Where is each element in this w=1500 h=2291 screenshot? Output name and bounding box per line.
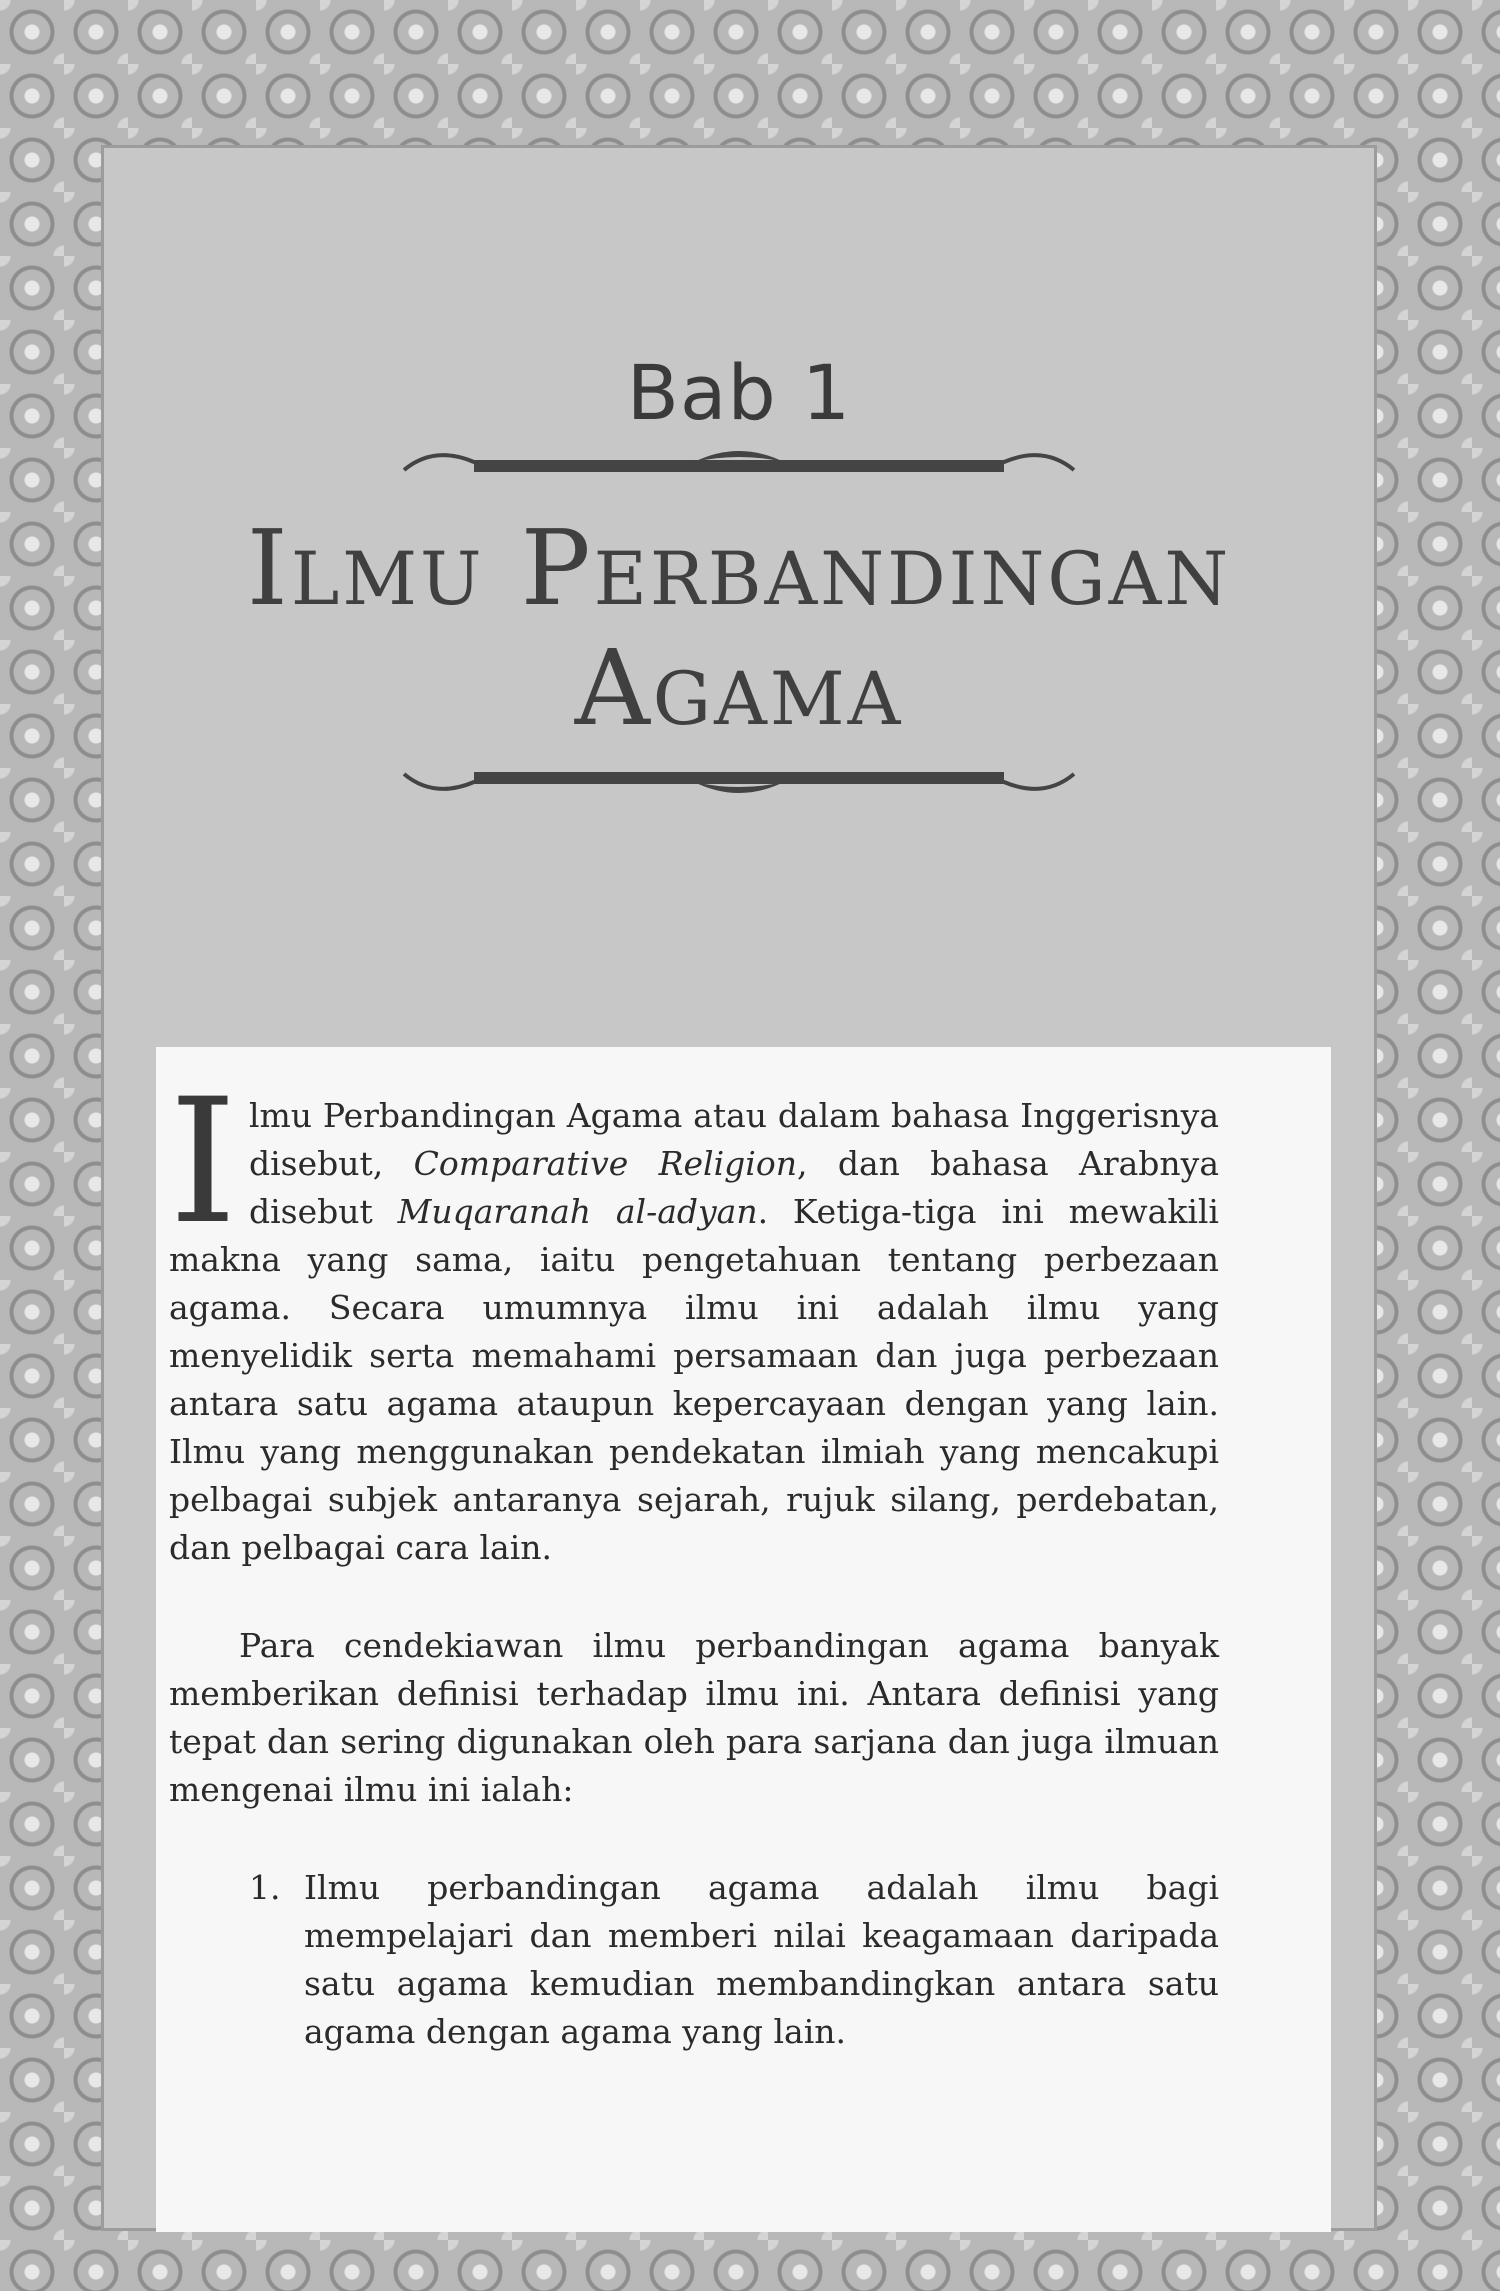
chapter-label: Bab 1 (626, 348, 852, 437)
drop-cap: I (169, 1061, 237, 1262)
content-box (156, 1047, 1331, 2232)
paragraph-1-text-a: lmu Perbandingan Agama atau dalam bahasa Inggerisnya disebut, (248, 1096, 1219, 1183)
body-text (169, 1061, 1219, 2056)
ornament-divider-top (394, 440, 1084, 484)
chapter-title (104, 508, 1374, 748)
list-item-text: Ilmu perbandingan agama adalah ilmu bagi mempelajari dan memberi nilai keagamaan daripada satu agama kemudian membandingkan antara satu agama dengan agama yang lain. (304, 1868, 1219, 2051)
chapter-title-line1: Ilmu Perbandingan (246, 507, 1232, 629)
ornament-divider-bottom (394, 760, 1084, 804)
paragraph-1-text-b: , dan bahasa Arabnya disebut (248, 1144, 1219, 1231)
paragraph-2: Para cendekiawan ilmu perbandingan agama banyak memberikan definisi terhadap ilmu ini. Antara definisi yang tepat dan sering digunakan oleh para sarjana dan juga ilmuan mengenai ilmu ini ialah: (169, 1626, 1219, 1809)
paragraph-1-text-c: . Ketiga-tiga ini mewakili makna yang sama, iaitu pengetahuan tentang perbezaan agama. Secara umumnya ilmu ini adalah ilmu yang menyelidik serta memahami persamaan dan juga perbezaan antara satu agama ataupun kepercayaan dengan yang lain. Ilmu yang menggunakan pendekatan ilmiah yang mencakupi pelbagai subjek antaranya sejarah, rujuk silang, perdebatan, dan pelbagai cara lain. (169, 1192, 1219, 1567)
term-comparative-religion: Comparative Religion (413, 1144, 797, 1183)
term-muqaranah: Muqaranah al-adyan (397, 1192, 758, 1231)
list-item (249, 1864, 1219, 2056)
list-item-number: 1. (249, 1868, 281, 1907)
chapter-title-line2: Agama (574, 627, 904, 749)
paragraph-1 (169, 1061, 1219, 1572)
